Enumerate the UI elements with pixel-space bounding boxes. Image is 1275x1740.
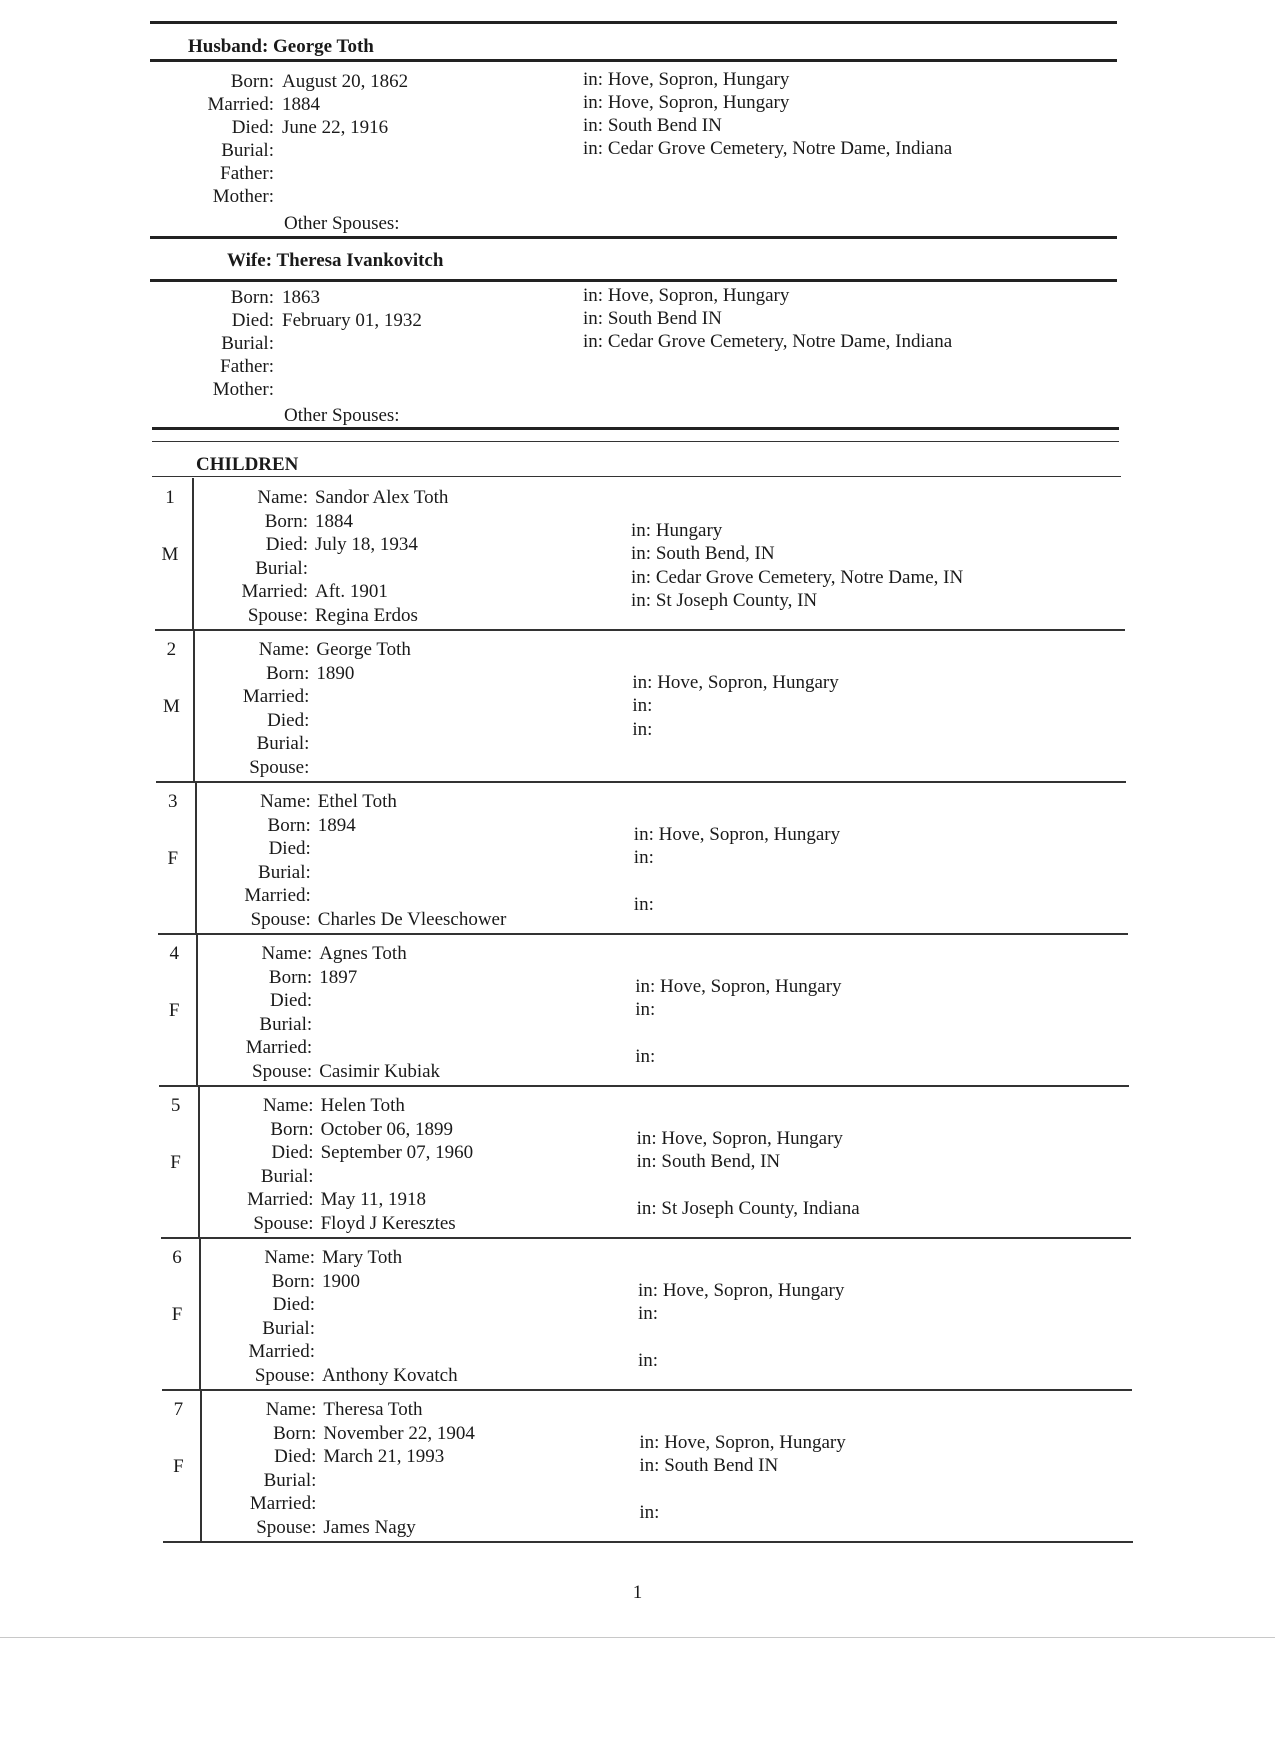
child-sex: M — [161, 544, 179, 565]
child-detail-label: Spouse: — [247, 604, 308, 626]
in-label: in: — [638, 1350, 659, 1371]
child-sex: F — [168, 1000, 180, 1021]
wife-heading-label: Wife: — [227, 250, 273, 271]
child-detail-label: Born: — [264, 510, 308, 532]
wife-heading — [227, 250, 443, 272]
husband-detail-value: August 20, 1862 — [282, 71, 409, 92]
child-detail-label: Married: — [247, 1189, 314, 1210]
in-label: in: — [631, 590, 652, 611]
child-detail-place — [631, 590, 817, 612]
child-detail-label: Burial: — [262, 1317, 315, 1339]
in-label: in: — [632, 718, 653, 740]
wife-detail-place — [583, 285, 789, 307]
child-detail-value: Agnes Toth — [319, 943, 407, 964]
child-detail-label: Name: — [260, 791, 311, 812]
child-detail-label: Born: — [273, 1422, 317, 1444]
child-detail-place — [631, 567, 963, 589]
in-label: in: — [583, 92, 604, 113]
place-value: South Bend IN — [607, 115, 722, 136]
in-label: in: — [633, 847, 654, 868]
child-detail-label: Spouse: — [256, 1516, 317, 1538]
in-label: in: — [635, 999, 656, 1020]
child-detail-place — [639, 1502, 659, 1524]
husband-detail-label: Died: — [231, 117, 274, 138]
place-value: Hove, Sopron, Hungary — [662, 1279, 845, 1301]
child-bottom-rule — [156, 781, 1126, 783]
child-sex: F — [170, 1152, 181, 1173]
child-detail-value: Regina Erdos — [315, 604, 418, 626]
place-value: Cedar Grove Cemetery, Notre Dame, IN — [655, 566, 964, 588]
child-detail-label: Married: — [244, 885, 311, 906]
in-label: in: — [639, 1431, 660, 1453]
child-detail-label: Married: — [249, 1493, 317, 1514]
husband-name: George Toth — [273, 36, 374, 57]
child-bottom-rule — [163, 1541, 1133, 1543]
child-detail-label: Died: — [274, 1446, 317, 1467]
child-number: 4 — [169, 943, 179, 964]
child-detail-place — [634, 894, 654, 916]
child-detail-value: October 06, 1899 — [320, 1118, 454, 1140]
page-number: 1 — [632, 1582, 643, 1603]
husband-detail-label: Father: — [220, 163, 274, 184]
husband-detail-place — [583, 69, 789, 91]
child-detail-value: Sandor Alex Toth — [315, 487, 449, 508]
child-detail-label: Burial: — [263, 1469, 317, 1491]
in-label: in: — [631, 543, 652, 564]
wife-detail-place — [583, 331, 952, 353]
wife-detail-label: Died: — [231, 310, 274, 331]
child-detail-value: 1900 — [322, 1270, 360, 1292]
husband-detail-place — [583, 115, 722, 137]
child-detail-place — [638, 1350, 658, 1372]
child-detail-label: Born: — [270, 1118, 314, 1140]
child-detail-value: Anthony Kovatch — [322, 1364, 458, 1386]
child-detail-place — [634, 824, 840, 846]
child-detail-place — [634, 847, 654, 869]
child-detail-label: Burial: — [255, 557, 308, 579]
place-value: Hove, Sopron, Hungary — [664, 1431, 846, 1453]
in-label: in: — [583, 308, 604, 329]
in-label: in: — [632, 695, 653, 716]
child-detail-label: Married: — [245, 1037, 313, 1058]
child-detail-label: Born: — [266, 662, 310, 684]
child-sex: M — [162, 696, 180, 717]
child-bottom-rule — [162, 1389, 1132, 1391]
child-detail-label: Spouse: — [253, 1212, 314, 1234]
child-detail-label: Name: — [257, 487, 308, 508]
child-detail-place — [637, 1128, 843, 1150]
child-detail-value: Mary Toth — [322, 1247, 403, 1268]
children-top-rule — [152, 427, 1119, 430]
child-detail-value: George Toth — [316, 639, 411, 660]
husband-detail-value: June 22, 1916 — [282, 117, 389, 138]
husband-detail-label: Mother: — [212, 186, 274, 207]
husband-detail-label: Married: — [207, 94, 274, 115]
child-detail-value: Floyd J Keresztes — [320, 1212, 456, 1234]
child-detail-label: Spouse: — [254, 1364, 315, 1386]
child-detail-place — [638, 1303, 658, 1325]
wife-other-spouses: Other Spouses: — [284, 405, 400, 426]
wife-top-rule — [150, 236, 1117, 239]
place-value: Cedar Grove Cemetery, Notre Dame, Indiana — [607, 331, 953, 352]
child-detail-label: Died: — [269, 990, 313, 1011]
child-detail-label: Burial: — [259, 1013, 313, 1035]
child-detail-value: March 21, 1993 — [323, 1446, 445, 1467]
child-detail-label: Married: — [248, 1341, 315, 1362]
in-label: in: — [636, 1151, 657, 1172]
child-detail-label: Name: — [261, 943, 313, 964]
in-label: in: — [638, 1279, 659, 1301]
in-label: in: — [636, 1198, 657, 1219]
child-number: 1 — [165, 487, 175, 508]
place-value: South Bend, IN — [661, 1151, 781, 1172]
child-detail-value: Aft. 1901 — [315, 581, 388, 602]
child-detail-place — [635, 1046, 655, 1068]
child-detail-value: July 18, 1934 — [315, 534, 418, 555]
place-value: Cedar Grove Cemetery, Notre Dame, Indiana — [607, 138, 953, 159]
in-label: in: — [639, 1455, 660, 1476]
in-label: in: — [583, 115, 604, 136]
child-detail-label: Died: — [267, 709, 310, 731]
place-value: Hove, Sopron, Hungary — [607, 285, 790, 306]
husband-heading — [188, 36, 374, 58]
wife-detail-label: Mother: — [212, 379, 274, 400]
place-value: Hove, Sopron, Hungary — [660, 975, 842, 997]
child-detail-place — [637, 1151, 781, 1173]
husband-detail-place — [583, 138, 952, 160]
child-detail-label: Died: — [272, 1294, 315, 1315]
child-detail-label: Born: — [267, 814, 311, 836]
child-detail-place — [638, 1280, 844, 1302]
children-top-rule-thin — [152, 441, 1119, 442]
place-value: South Bend IN — [664, 1455, 779, 1476]
child-sex: F — [167, 848, 179, 869]
wife-detail-label: Burial: — [221, 333, 274, 354]
child-detail-label: Died: — [268, 838, 311, 859]
child-detail-value: Ethel Toth — [317, 791, 397, 812]
child-detail-value: November 22, 1904 — [323, 1422, 475, 1444]
child-detail-place — [635, 999, 655, 1021]
husband-detail-value: 1884 — [282, 94, 320, 115]
child-number: 5 — [170, 1095, 181, 1116]
place-value: Hove, Sopron, Hungary — [658, 823, 841, 845]
husband-detail-place — [583, 92, 789, 114]
child-detail-value: Theresa Toth — [323, 1399, 423, 1420]
in-label: in: — [633, 894, 654, 915]
child-bottom-rule — [158, 933, 1128, 935]
in-label: in: — [583, 69, 604, 90]
in-label: in: — [635, 975, 656, 997]
wife-name: Theresa Ivankovitch — [276, 250, 444, 271]
child-detail-place — [631, 520, 722, 542]
child-detail-label: Spouse: — [249, 756, 310, 778]
in-label: in: — [583, 138, 604, 159]
child-sex: F — [173, 1456, 184, 1477]
wife-detail-label: Father: — [220, 356, 274, 377]
husband-other-spouses: Other Spouses: — [284, 213, 400, 234]
wife-detail-label: Born: — [230, 287, 274, 308]
place-value: South Bend IN — [607, 308, 722, 329]
wife-detail-place — [583, 308, 722, 330]
in-label: in: — [631, 566, 652, 588]
child-detail-label: Name: — [265, 1399, 317, 1420]
child-detail-place — [632, 695, 652, 717]
child-detail-value: 1894 — [317, 814, 356, 836]
child-detail-place — [639, 1432, 845, 1454]
in-label: in: — [635, 1046, 656, 1067]
in-label: in: — [632, 671, 653, 693]
place-value: Hungary — [655, 519, 723, 541]
child-detail-value: James Nagy — [323, 1516, 416, 1538]
child-detail-value: May 11, 1918 — [320, 1189, 426, 1210]
child-detail-place — [632, 719, 652, 741]
child-detail-label: Name: — [262, 1095, 314, 1116]
child-detail-label: Born: — [271, 1270, 315, 1292]
place-value: Hove, Sopron, Hungary — [607, 92, 790, 113]
in-label: in: — [638, 1303, 659, 1324]
child-detail-place — [632, 672, 838, 694]
place-value: South Bend, IN — [655, 543, 775, 564]
child-detail-label: Spouse: — [250, 908, 311, 930]
child-detail-label: Married: — [242, 686, 310, 707]
place-value: Hove, Sopron, Hungary — [607, 69, 790, 90]
child-detail-place — [631, 543, 775, 565]
husband-detail-label: Born: — [230, 71, 274, 92]
child-detail-label: Burial: — [256, 733, 310, 754]
place-value: Hove, Sopron, Hungary — [657, 671, 839, 693]
child-detail-label: Burial: — [260, 1165, 314, 1187]
husband-heading-label: Husband: — [188, 36, 269, 57]
place-value: St Joseph County, IN — [655, 590, 818, 611]
in-label: in: — [583, 285, 604, 306]
wife-detail-value: February 01, 1932 — [282, 310, 422, 331]
scan-edge — [0, 1637, 1275, 1638]
in-label: in: — [583, 331, 604, 352]
child-detail-place — [639, 1455, 778, 1477]
child-bottom-rule — [161, 1237, 1131, 1239]
child-sex: F — [171, 1304, 183, 1325]
child-detail-label: Died: — [271, 1142, 314, 1163]
place-value: St Joseph County, Indiana — [661, 1198, 860, 1219]
child-detail-label: Born: — [268, 966, 313, 988]
child-detail-value: 1897 — [319, 966, 358, 988]
children-heading-rule — [152, 476, 1121, 477]
child-detail-value: 1884 — [315, 510, 353, 532]
in-label: in: — [639, 1502, 660, 1523]
husband-detail-label: Burial: — [221, 140, 274, 161]
child-bottom-rule — [159, 1085, 1129, 1087]
child-detail-label: Burial: — [258, 861, 311, 883]
husband-heading-rule — [150, 59, 1117, 62]
wife-heading-rule — [150, 279, 1117, 282]
child-detail-label: Married: — [241, 581, 308, 602]
child-detail-label: Died: — [265, 534, 308, 555]
child-number: 3 — [168, 791, 178, 812]
child-detail-value: 1890 — [316, 662, 355, 684]
in-label: in: — [633, 823, 654, 845]
child-detail-place — [635, 976, 841, 998]
child-detail-value: Charles De Vleeschower — [317, 908, 507, 930]
child-detail-place — [637, 1198, 860, 1220]
wife-detail-value: 1863 — [282, 287, 320, 308]
child-detail-value: September 07, 1960 — [320, 1142, 474, 1163]
child-detail-label: Name: — [258, 639, 310, 660]
top-rule — [150, 21, 1117, 24]
in-label: in: — [631, 519, 652, 541]
place-value: Hove, Sopron, Hungary — [661, 1127, 843, 1149]
child-detail-label: Name: — [264, 1247, 315, 1268]
child-number: 6 — [172, 1247, 182, 1268]
children-heading: CHILDREN — [196, 454, 299, 475]
child-number: 2 — [166, 639, 177, 660]
child-number: 7 — [173, 1399, 184, 1420]
child-bottom-rule — [155, 629, 1125, 631]
child-detail-value: Helen Toth — [320, 1095, 405, 1116]
in-label: in: — [636, 1127, 657, 1149]
child-detail-value: Casimir Kubiak — [319, 1060, 441, 1082]
child-detail-label: Spouse: — [252, 1060, 313, 1082]
